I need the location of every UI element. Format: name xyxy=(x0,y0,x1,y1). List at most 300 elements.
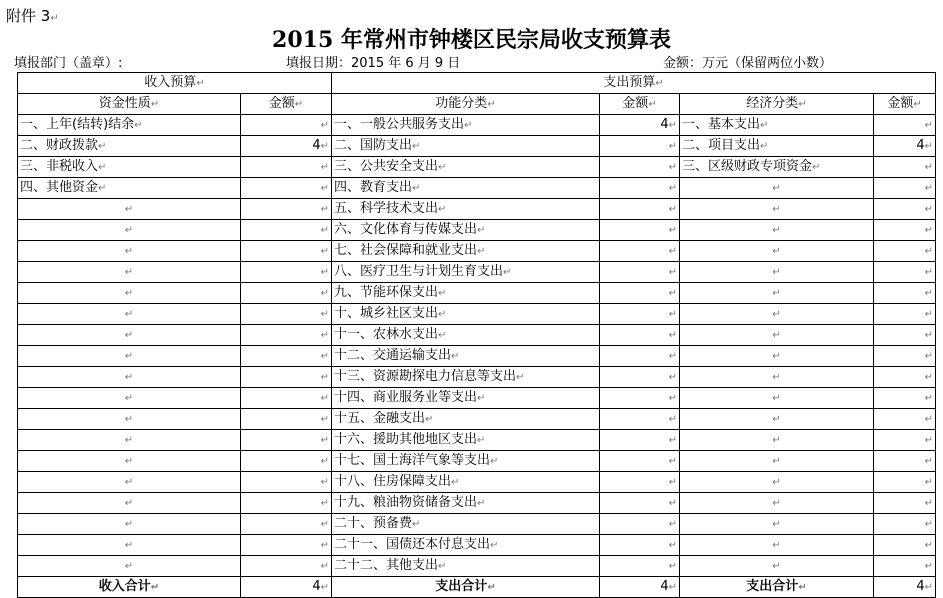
paragraph-mark: ↵ xyxy=(320,204,329,215)
table-row xyxy=(18,325,936,346)
paragraph-mark: ↵ xyxy=(772,204,781,215)
paragraph-mark: ↵ xyxy=(668,435,677,446)
functional-item-text: 十、城乡社区支出 xyxy=(334,306,439,321)
paragraph-mark: ↵ xyxy=(772,309,781,320)
paragraph-mark: ↵ xyxy=(772,330,781,341)
paragraph-mark: ↵ xyxy=(124,540,134,551)
table-row xyxy=(18,493,936,514)
paragraph-mark: ↵ xyxy=(124,267,134,278)
functional-amount-cell xyxy=(600,325,680,346)
budget-table xyxy=(17,72,936,598)
table-row xyxy=(18,283,936,304)
income-item-cell xyxy=(18,367,241,388)
economic-amount-cell xyxy=(874,472,936,493)
table-row xyxy=(18,556,936,577)
paragraph-mark: ↵ xyxy=(924,246,934,257)
table-row xyxy=(18,304,936,325)
paragraph-mark: ↵ xyxy=(812,162,821,173)
functional-item-text: 十一、农林水支出 xyxy=(334,327,439,342)
paragraph-mark: ↵ xyxy=(503,267,512,278)
functional-item-cell xyxy=(332,367,600,388)
paragraph-mark: ↵ xyxy=(320,498,329,509)
income-item-cell xyxy=(18,304,241,325)
expense-total-label: 支出合计↵ xyxy=(332,577,600,598)
income-item-cell xyxy=(18,178,241,199)
table-row xyxy=(18,367,936,388)
paragraph-mark: ↵ xyxy=(438,309,447,320)
paragraph-mark: ↵ xyxy=(124,309,134,320)
paragraph-mark: ↵ xyxy=(451,351,460,362)
table-row xyxy=(18,472,936,493)
paragraph-mark: ↵ xyxy=(772,267,781,278)
paragraph-mark: ↵ xyxy=(668,162,677,173)
paragraph-mark: ↵ xyxy=(772,372,781,383)
income-item-cell xyxy=(18,430,241,451)
economic-amount-cell xyxy=(874,178,936,199)
income-item-cell xyxy=(18,157,241,178)
functional-item-cell xyxy=(332,451,600,472)
paragraph-mark: ↵ xyxy=(320,540,329,551)
functional-item-cell xyxy=(332,430,600,451)
paragraph-mark: ↵ xyxy=(924,120,934,131)
paragraph-mark: ↵ xyxy=(320,351,329,362)
functional-amount-cell xyxy=(600,199,680,220)
paragraph-mark: ↵ xyxy=(320,561,329,572)
income-amount-cell xyxy=(241,241,332,262)
paragraph-mark: ↵ xyxy=(924,183,934,194)
functional-amount-cell xyxy=(600,430,680,451)
paragraph-mark: ↵ xyxy=(924,162,934,173)
functional-item-text: 四、教育支出 xyxy=(334,180,413,195)
functional-item-text: 五、科学技术支出 xyxy=(334,201,439,216)
table-row xyxy=(18,346,936,367)
table-row xyxy=(18,136,936,157)
paragraph-mark: ↵ xyxy=(320,183,329,194)
paragraph-mark: ↵ xyxy=(477,393,486,404)
income-amount-cell xyxy=(241,262,332,283)
functional-item-cell xyxy=(332,178,600,199)
income-item-cell xyxy=(18,220,241,241)
paragraph-mark: ↵ xyxy=(490,540,499,551)
paragraph-mark: ↵ xyxy=(924,519,934,530)
income-amount-cell xyxy=(241,115,332,136)
economic-item-cell xyxy=(680,199,874,220)
functional-item-text: 二、国防支出 xyxy=(334,138,413,153)
functional-item-cell xyxy=(332,346,600,367)
economic-amount-cell xyxy=(874,430,936,451)
paragraph-mark: ↵ xyxy=(438,561,447,572)
functional-item-text: 十二、交通运输支出 xyxy=(334,348,452,363)
economic-amount-cell xyxy=(874,304,936,325)
economic-item-cell xyxy=(680,514,874,535)
functional-amount-cell xyxy=(600,241,680,262)
income-item-cell xyxy=(18,472,241,493)
paragraph-mark: ↵ xyxy=(772,393,781,404)
paragraph-mark: ↵ xyxy=(477,498,486,509)
economic-amount-cell xyxy=(874,409,936,430)
functional-item-cell xyxy=(332,136,600,157)
paragraph-mark: ↵ xyxy=(924,540,934,551)
paragraph-mark: ↵ xyxy=(124,498,134,509)
functional-amount-cell xyxy=(600,388,680,409)
income-amount-cell xyxy=(241,367,332,388)
table-row xyxy=(18,220,936,241)
paragraph-mark: ↵ xyxy=(464,120,473,131)
income-amount-cell xyxy=(241,514,332,535)
functional-item-cell xyxy=(332,514,600,535)
functional-amount-header: 金额↵ xyxy=(600,94,680,115)
functional-amount-cell xyxy=(600,514,680,535)
functional-item-cell xyxy=(332,115,600,136)
paragraph-mark: ↵ xyxy=(320,519,329,530)
income-total-label: 收入合计↵ xyxy=(18,577,241,598)
functional-item-text: 七、社会保障和就业支出 xyxy=(334,243,478,258)
paragraph-mark: ↵ xyxy=(668,456,677,467)
functional-amount-text: 4 xyxy=(660,117,669,132)
paragraph-mark: ↵ xyxy=(924,330,934,341)
paragraph-mark: ↵ xyxy=(772,288,781,299)
functional-total-amount: 4↵ xyxy=(600,577,680,598)
paragraph-mark: ↵ xyxy=(320,246,329,257)
income-amount-cell xyxy=(241,493,332,514)
paragraph-mark: ↵ xyxy=(412,519,421,530)
table-row xyxy=(18,535,936,556)
economic-item-cell xyxy=(680,388,874,409)
income-item-cell xyxy=(18,325,241,346)
economic-item-cell xyxy=(680,115,874,136)
paragraph-mark: ↵ xyxy=(668,372,677,383)
functional-item-text: 九、节能环保支出 xyxy=(334,285,439,300)
economic-item-cell xyxy=(680,283,874,304)
economic-item-text: 一、基本支出 xyxy=(682,117,761,132)
paragraph-mark: ↵ xyxy=(668,246,677,257)
paragraph-mark: ↵ xyxy=(320,309,329,320)
income-item-cell xyxy=(18,451,241,472)
paragraph-mark: ↵ xyxy=(924,267,934,278)
table-row xyxy=(18,409,936,430)
functional-item-text: 二十二、其他支出 xyxy=(334,558,439,573)
paragraph-mark: ↵ xyxy=(124,477,134,488)
economic-amount-cell xyxy=(874,325,936,346)
paragraph-mark: ↵ xyxy=(924,351,934,362)
functional-amount-cell xyxy=(600,136,680,157)
paragraph-mark: ↵ xyxy=(490,456,499,467)
income-amount-cell xyxy=(241,157,332,178)
economic-item-cell xyxy=(680,346,874,367)
header-row-group xyxy=(18,73,936,94)
paragraph-mark: ↵ xyxy=(124,225,134,236)
economic-item-text: 三、区级财政专项资金 xyxy=(682,159,813,174)
functional-amount-cell xyxy=(600,115,680,136)
economic-item-cell xyxy=(680,451,874,472)
table-row xyxy=(18,388,936,409)
paragraph-mark: ↵ xyxy=(320,141,329,152)
paragraph-mark: ↵ xyxy=(124,330,134,341)
functional-item-text: 十九、粮油物资储备支出 xyxy=(334,495,478,510)
paragraph-mark: ↵ xyxy=(412,183,421,194)
economic-amount-cell xyxy=(874,451,936,472)
paragraph-mark: ↵ xyxy=(668,267,677,278)
paragraph-mark: ↵ xyxy=(320,267,329,278)
paragraph-mark: ↵ xyxy=(772,183,781,194)
paragraph-mark: ↵ xyxy=(924,204,934,215)
table-row xyxy=(18,157,936,178)
paragraph-mark: ↵ xyxy=(124,456,134,467)
paragraph-mark: ↵ xyxy=(924,477,934,488)
attachment-label: 附件 3↵ xyxy=(6,7,59,25)
paragraph-mark: ↵ xyxy=(124,246,134,257)
income-item-text: 四、其他资金 xyxy=(20,180,99,195)
economic-item-cell xyxy=(680,220,874,241)
functional-item-text: 八、医疗卫生与计划生育支出 xyxy=(334,264,504,279)
paragraph-mark: ↵ xyxy=(320,393,329,404)
economic-item-cell xyxy=(680,535,874,556)
income-amount-header: 金额↵ xyxy=(241,94,332,115)
economic-item-cell xyxy=(680,556,874,577)
paragraph-mark: ↵ xyxy=(425,414,434,425)
functional-class-header: 功能分类↵ xyxy=(332,94,600,115)
fund-nature-header: 资金性质↵ xyxy=(18,94,241,115)
income-amount-cell xyxy=(241,325,332,346)
paragraph-mark: ↵ xyxy=(668,309,677,320)
functional-item-cell xyxy=(332,199,600,220)
paragraph-mark: ↵ xyxy=(668,120,677,131)
economic-item-cell xyxy=(680,325,874,346)
functional-item-text: 六、文化体育与传媒支出 xyxy=(334,222,478,237)
paragraph-mark: ↵ xyxy=(772,435,781,446)
paragraph-mark: ↵ xyxy=(124,372,134,383)
economic-item-cell xyxy=(680,157,874,178)
economic-item-cell xyxy=(680,241,874,262)
paragraph-mark: ↵ xyxy=(772,498,781,509)
income-budget-header: 收入预算↵ xyxy=(18,73,332,94)
functional-amount-cell xyxy=(600,220,680,241)
income-item-cell xyxy=(18,493,241,514)
functional-item-cell xyxy=(332,304,600,325)
paragraph-mark: ↵ xyxy=(412,141,421,152)
functional-amount-cell xyxy=(600,346,680,367)
amount-unit: 金额：万元（保留两位小数） xyxy=(663,56,833,71)
paragraph-mark: ↵ xyxy=(124,519,134,530)
income-item-cell xyxy=(18,514,241,535)
functional-item-text: 十六、援助其他地区支出 xyxy=(334,432,478,447)
economic-amount-cell xyxy=(874,157,936,178)
paragraph-mark: ↵ xyxy=(124,351,134,362)
paragraph-mark: ↵ xyxy=(924,225,934,236)
paragraph-mark: ↵ xyxy=(668,183,677,194)
paragraph-mark: ↵ xyxy=(772,246,781,257)
paragraph-mark: ↵ xyxy=(438,162,447,173)
paragraph-mark: ↵ xyxy=(924,393,934,404)
economic-amount-cell xyxy=(874,493,936,514)
paragraph-mark: ↵ xyxy=(320,162,329,173)
paragraph-mark: ↵ xyxy=(924,288,934,299)
table-row xyxy=(18,178,936,199)
functional-item-text: 三、公共安全支出 xyxy=(334,159,439,174)
paragraph-mark: ↵ xyxy=(516,372,525,383)
economic-amount-cell xyxy=(874,220,936,241)
paragraph-mark: ↵ xyxy=(320,120,329,131)
economic-item-cell xyxy=(680,409,874,430)
income-item-cell xyxy=(18,199,241,220)
economic-item-cell xyxy=(680,472,874,493)
paragraph-mark: ↵ xyxy=(124,204,134,215)
economic-amount-text: 4 xyxy=(916,138,925,153)
paragraph-mark: ↵ xyxy=(438,204,447,215)
paragraph-mark: ↵ xyxy=(98,183,107,194)
paragraph-mark: ↵ xyxy=(320,225,329,236)
paragraph-mark: ↵ xyxy=(98,141,107,152)
paragraph-mark: ↵ xyxy=(320,372,329,383)
expense-budget-header: 支出预算↵ xyxy=(332,73,936,94)
functional-item-cell xyxy=(332,157,600,178)
functional-item-text: 十三、资源勘探电力信息等支出 xyxy=(334,369,517,384)
paragraph-mark: ↵ xyxy=(320,435,329,446)
functional-item-text: 二十、预备费 xyxy=(334,516,413,531)
paragraph-mark: ↵ xyxy=(124,288,134,299)
economic-item-text: 二、项目支出 xyxy=(682,138,761,153)
table-row xyxy=(18,262,936,283)
table-row xyxy=(18,514,936,535)
functional-amount-cell xyxy=(600,262,680,283)
functional-item-cell xyxy=(332,388,600,409)
page-title: 2015 年常州市钟楼区民宗局收支预算表 xyxy=(272,27,671,53)
functional-amount-cell xyxy=(600,556,680,577)
economic-item-cell xyxy=(680,304,874,325)
income-item-cell xyxy=(18,535,241,556)
economic-amount-cell xyxy=(874,115,936,136)
paragraph-mark: ↵ xyxy=(924,498,934,509)
functional-item-cell xyxy=(332,241,600,262)
paragraph-mark: ↵ xyxy=(320,414,329,425)
paragraph-mark: ↵ xyxy=(924,435,934,446)
paragraph-mark: ↵ xyxy=(668,561,677,572)
functional-item-cell xyxy=(332,220,600,241)
income-amount-cell xyxy=(241,388,332,409)
filing-date: 填报日期：2015 年 6 月 9 日 xyxy=(286,56,461,71)
income-item-text: 一、上年(结转)结余 xyxy=(20,117,135,132)
functional-amount-cell xyxy=(600,367,680,388)
paragraph-mark: ↵ xyxy=(477,246,486,257)
paragraph-mark: ↵ xyxy=(668,393,677,404)
paragraph-mark: ↵ xyxy=(668,204,677,215)
income-item-cell xyxy=(18,136,241,157)
income-amount-text: 4 xyxy=(312,138,321,153)
economic-amount-cell xyxy=(874,367,936,388)
paragraph-mark: ↵ xyxy=(668,330,677,341)
paragraph-mark: ↵ xyxy=(772,456,781,467)
economic-amount-cell xyxy=(874,136,936,157)
functional-amount-cell xyxy=(600,157,680,178)
table-row xyxy=(18,241,936,262)
functional-amount-cell xyxy=(600,535,680,556)
paragraph-mark: ↵ xyxy=(668,288,677,299)
income-item-cell xyxy=(18,262,241,283)
economic-item-cell xyxy=(680,178,874,199)
paragraph-mark: ↵ xyxy=(124,435,134,446)
paragraph-mark: ↵ xyxy=(124,414,134,425)
functional-amount-cell xyxy=(600,178,680,199)
income-item-text: 二、财政拨款 xyxy=(20,138,99,153)
paragraph-mark: ↵ xyxy=(451,477,460,488)
economic-item-cell xyxy=(680,430,874,451)
paragraph-mark: ↵ xyxy=(924,414,934,425)
functional-item-cell xyxy=(332,409,600,430)
economic-item-cell xyxy=(680,367,874,388)
paragraph-mark: ↵ xyxy=(320,477,329,488)
income-amount-cell xyxy=(241,451,332,472)
functional-item-cell xyxy=(332,556,600,577)
paragraph-mark: ↵ xyxy=(668,141,677,152)
paragraph-mark: ↵ xyxy=(477,225,486,236)
table-row xyxy=(18,451,936,472)
paragraph-mark: ↵ xyxy=(124,393,134,404)
income-item-cell xyxy=(18,556,241,577)
income-amount-cell xyxy=(241,346,332,367)
economic-item-cell xyxy=(680,493,874,514)
functional-item-cell xyxy=(332,262,600,283)
income-total-amount: 4↵ xyxy=(241,577,332,598)
paragraph-mark: ↵ xyxy=(438,288,447,299)
functional-item-cell xyxy=(332,472,600,493)
economic-amount-header: 金额↵ xyxy=(874,94,936,115)
income-amount-cell xyxy=(241,535,332,556)
income-item-text: 三、非税收入 xyxy=(20,159,99,174)
functional-item-text: 十五、金融支出 xyxy=(334,411,426,426)
income-amount-cell xyxy=(241,283,332,304)
economic-amount-cell xyxy=(874,199,936,220)
functional-item-text: 十七、国土海洋气象等支出 xyxy=(334,453,491,468)
paragraph-mark: ↵ xyxy=(772,540,781,551)
income-amount-cell xyxy=(241,304,332,325)
paragraph-mark: ↵ xyxy=(320,330,329,341)
paragraph-mark: ↵ xyxy=(668,498,677,509)
functional-item-text: 二十一、国债还本付息支出 xyxy=(334,537,491,552)
paragraph-mark: ↵ xyxy=(124,561,134,572)
paragraph-mark: ↵ xyxy=(924,141,934,152)
functional-item-text: 十四、商业服务业等支出 xyxy=(334,390,478,405)
income-item-cell xyxy=(18,409,241,430)
functional-item-text: 十八、住房保障支出 xyxy=(334,474,452,489)
filing-department: 填报部门（盖章）: xyxy=(14,56,123,71)
functional-amount-cell xyxy=(600,283,680,304)
paragraph-mark: ↵ xyxy=(760,141,769,152)
paragraph-mark: ↵ xyxy=(772,351,781,362)
paragraph-mark: ↵ xyxy=(668,351,677,362)
paragraph-mark: ↵ xyxy=(772,414,781,425)
paragraph-mark: ↵ xyxy=(668,225,677,236)
income-amount-cell xyxy=(241,430,332,451)
paragraph-mark: ↵ xyxy=(772,561,781,572)
header-row-columns xyxy=(18,94,936,115)
functional-amount-cell xyxy=(600,472,680,493)
income-item-cell xyxy=(18,283,241,304)
economic-amount-cell xyxy=(874,262,936,283)
income-item-cell xyxy=(18,346,241,367)
income-amount-cell xyxy=(241,220,332,241)
paragraph-mark: ↵ xyxy=(924,309,934,320)
functional-item-cell xyxy=(332,493,600,514)
functional-item-cell xyxy=(332,283,600,304)
table-row xyxy=(18,115,936,136)
economic-amount-cell xyxy=(874,535,936,556)
paragraph-mark: ↵ xyxy=(320,456,329,467)
economic-amount-cell xyxy=(874,283,936,304)
income-item-cell xyxy=(18,241,241,262)
paragraph-mark: ↵ xyxy=(438,330,447,341)
economic-class-header: 经济分类↵ xyxy=(680,94,874,115)
paragraph-mark: ↵ xyxy=(924,561,934,572)
